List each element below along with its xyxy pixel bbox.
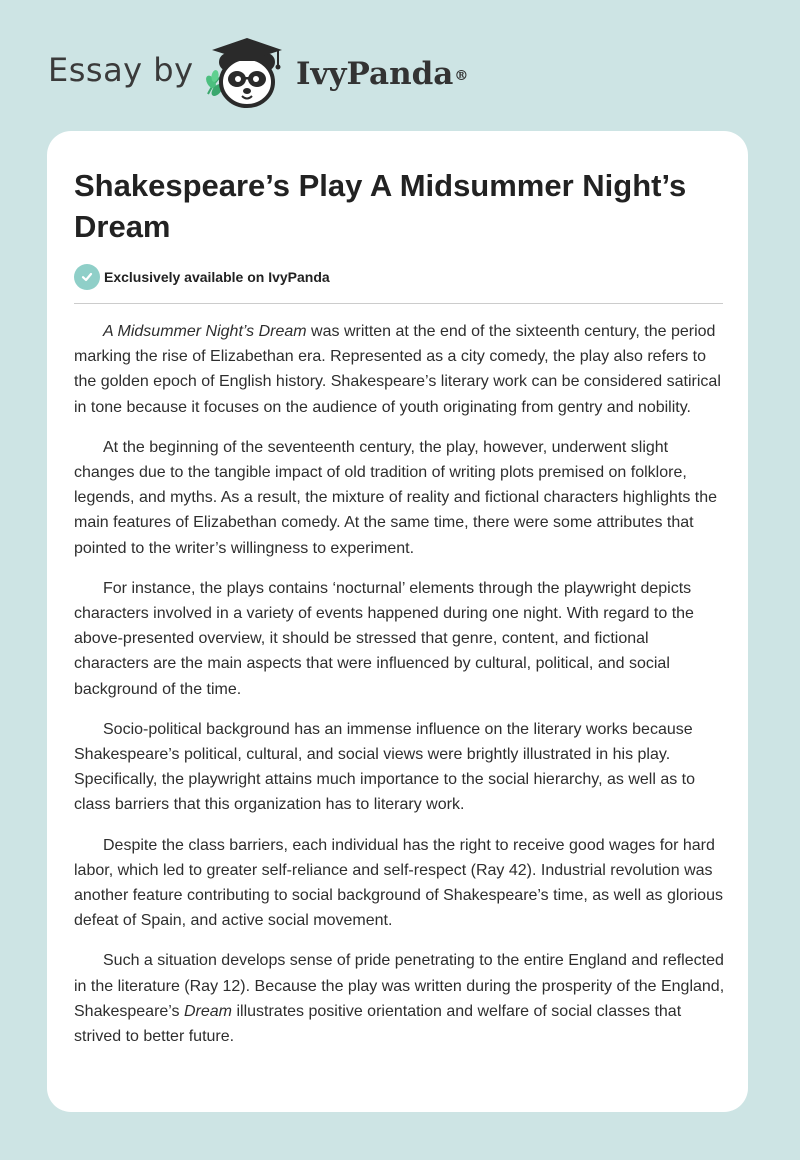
divider — [74, 303, 723, 304]
essay-title: Shakespeare’s Play A Midsummer Night’s Dream — [74, 168, 687, 244]
essay-body — [74, 319, 726, 1064]
paragraph: Despite the class barriers, each individual has the right to receive good wages for hard labor, which led to greater self-reliance and self-respect (Ray 42). Industrial revolution was another feature contributing to social background of Shakespeare’s time, as well as glorious defeat of Spain, and active social movement. — [74, 836, 723, 930]
paragraph — [74, 948, 726, 1049]
brand-text: IvyPanda — [296, 56, 454, 92]
exclusive-badge — [74, 264, 330, 290]
brand-name[interactable] — [296, 54, 468, 94]
exclusive-label: Exclusively available on IvyPanda — [104, 269, 330, 285]
panda-graduate-icon — [202, 32, 292, 112]
essay-card — [47, 131, 748, 1112]
paragraph — [74, 319, 726, 420]
paragraph: At the beginning of the seventeenth century, the play, however, underwent slight changes due to the tangible impact of old tradition of writing plots premised on folklore, legends, and myths. As a result, the mixture of reality and fictional characters highlights the main features of Elizabethan comedy. At the same time, there were some attributes that pointed to the writer’s willingness to experiment. — [74, 438, 717, 557]
site-header — [0, 0, 800, 120]
check-icon — [74, 264, 100, 290]
paragraph: Socio-political background has an immense influence on the literary works because Shakespeare’s political, cultural, and social views were brightly illustrated in his play. Specifically, the playwright attains much importance to the social hierarchy, as well as to class barriers that this organization has to literary work. — [74, 720, 696, 814]
registered-mark: ® — [454, 68, 469, 84]
paragraph-text: Such a situation develops sense of pride penetrating to the entire England and reflected in the literature (Ray 12). Because the play was written during the prosperity of the England, Shakespeare’s — [74, 952, 725, 1020]
paragraph-text: illustrates positive orientation and welfare of social classes that strived to better future. — [74, 1002, 682, 1046]
dream-italic: Dream — [184, 1002, 233, 1020]
play-title-italic: A Midsummer Night’s Dream — [103, 323, 307, 340]
paragraph: For instance, the plays contains ‘nocturnal’ elements through the playwright depicts characters involved in a variety of events happened during one night. With regard to the above-presented overview, it should be stressed that genre, content, and fictional characters are the main aspects that were influenced by cultural, political, and social background of the time. — [74, 579, 694, 698]
essay-by-label: Essay by — [48, 51, 194, 89]
paragraph-text: was written at the end of the sixteenth century, the period marking the rise of Elizabethan era. Represented as a city comedy, the play also refers to the golden epoch of English history. Shakespeare’s literary work can be considered satirical in tone because it focuses on the audience of youth originating from gentry and nobility. — [74, 323, 721, 416]
